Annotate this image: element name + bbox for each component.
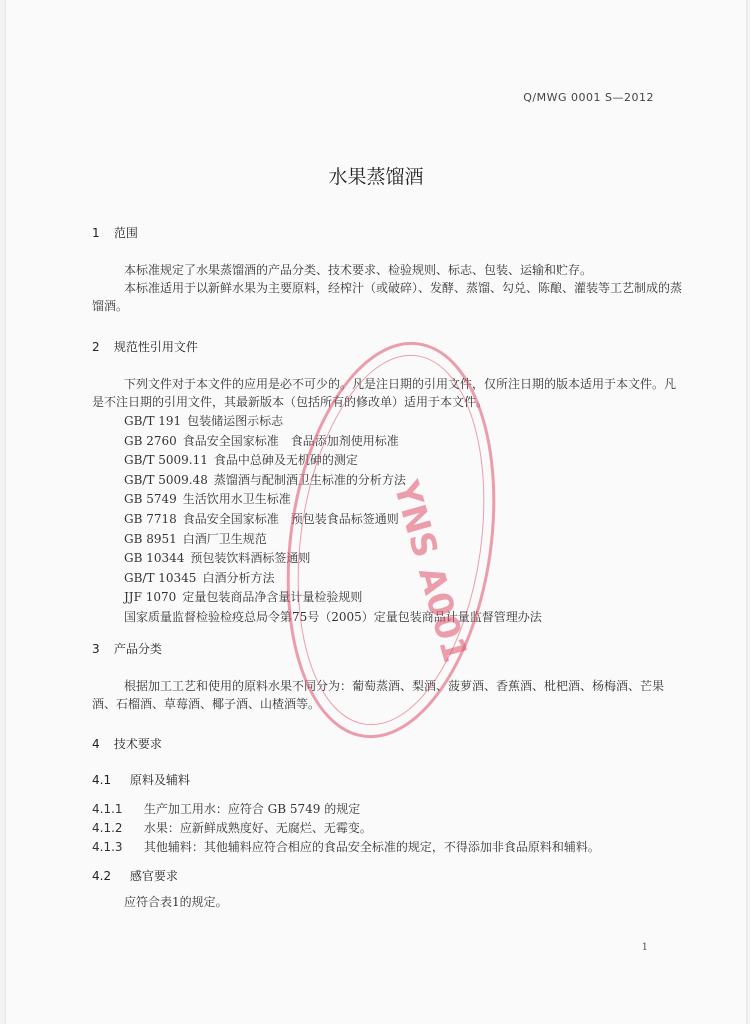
subsection-number: 4.1 — [92, 773, 112, 787]
reference-name: 食品安全国家标准 预包装食品标签通则 — [182, 511, 399, 526]
section-title: 产品分类 — [113, 642, 162, 656]
reference-item — [124, 432, 542, 452]
document-title: 水果蒸馏酒 — [328, 166, 424, 188]
reference-item — [124, 412, 542, 432]
section-number: 3 — [92, 642, 100, 656]
section-title: 技术要求 — [113, 737, 162, 751]
section-title: 规范性引用文件 — [113, 340, 198, 354]
clause-number: 4.1.1 — [92, 802, 123, 816]
reference-code: GB/T 5009.48 — [124, 472, 208, 487]
clause-text: 水果：应新鲜成熟度好、无腐烂、无霉变。 — [143, 821, 372, 835]
section-2-intro — [92, 375, 682, 411]
clause-text: 应符合表1的规定。 — [124, 895, 228, 909]
reference-code: GB 5749 — [124, 492, 177, 507]
reference-name: 国家质量监督检验检疫总局令第75号（2005）定量包装商品计量监督管理办法 — [124, 609, 542, 624]
page-number: 1 — [641, 942, 648, 953]
reference-name: 食品安全国家标准 食品添加剂使用标准 — [182, 433, 399, 448]
clause-item — [92, 838, 600, 855]
reference-code: JJF 1070 — [124, 590, 177, 605]
reference-name: 白酒厂卫生规范 — [182, 531, 267, 546]
reference-code: GB 8951 — [124, 531, 177, 546]
reference-item — [124, 608, 542, 628]
section-1-heading — [92, 224, 138, 241]
reference-item — [124, 451, 542, 471]
section-number: 1 — [92, 226, 100, 240]
reference-name: 包装储运图示标志 — [187, 414, 284, 428]
reference-name: 生活饮用水卫生标准 — [182, 492, 291, 507]
section-number: 4 — [92, 737, 100, 751]
reference-list — [124, 412, 542, 628]
reference-code: GB 2760 — [124, 433, 177, 448]
reference-item — [124, 530, 542, 550]
subsection-4-1-heading — [92, 771, 190, 788]
subsection-title: 原料及辅料 — [129, 773, 190, 787]
clause-text: 其他辅料：其他辅料应符合相应的食品安全标准的规定，不得添加非食品原料和辅料。 — [143, 840, 600, 854]
subsection-title: 感官要求 — [129, 869, 178, 883]
clause-number: 4.1.2 — [92, 821, 123, 835]
clause-item — [92, 819, 372, 836]
section-4-heading — [92, 735, 162, 752]
reference-item — [124, 471, 542, 491]
section-3-body — [92, 677, 682, 713]
clause-number: 4.1.3 — [92, 840, 123, 854]
reference-name: 预包装饮料酒标签通则 — [190, 551, 311, 566]
reference-item — [124, 490, 542, 510]
seal-text: YNS A001 — [385, 476, 476, 667]
document-page — [6, 0, 746, 1024]
clause-text: 生产加工用水：应符合 GB 5749 的规定 — [143, 802, 361, 816]
subsection-number: 4.2 — [92, 869, 112, 883]
reference-item — [124, 510, 542, 530]
reference-item — [124, 569, 542, 589]
clause-text-line — [124, 893, 228, 910]
section-3-heading — [92, 640, 162, 657]
document-code: Q/MWG 0001 S—2012 — [523, 91, 654, 104]
reference-code: GB/T 5009.11 — [124, 453, 208, 468]
reference-item — [124, 588, 542, 608]
reference-name: 食品中总砷及无机砷的测定 — [213, 453, 358, 468]
reference-name: 定量包装商品净含量计量检验规则 — [182, 590, 363, 605]
paragraph: 本标准适用于以新鲜水果为主要原料，经榨汁（或破碎）、发酵、蒸馏、勾兑、陈酿、灌装等工艺制成的蒸馏酒。 — [92, 281, 683, 313]
subsection-4-2-heading — [92, 867, 178, 884]
reference-code: GB 10344 — [124, 551, 185, 566]
paragraph: 本标准规定了水果蒸馏酒的产品分类、技术要求、检验规则、标志、包装、运输和贮存。 — [124, 263, 593, 277]
reference-name: 蒸馏酒与配制酒卫生标准的分析方法 — [213, 472, 406, 487]
clause-item — [92, 800, 360, 817]
paragraph: 根据加工工艺和使用的原料水果不同分为：葡萄蒸酒、梨酒、菠萝酒、香蕉酒、枇杷酒、杨梅酒、芒果酒、石榴酒、草莓酒、椰子酒、山楂酒等。 — [92, 679, 665, 711]
reference-code: GB/T 10345 — [124, 570, 197, 585]
section-title: 范围 — [113, 226, 138, 240]
paragraph: 下列文件对于本文件的应用是必不可少的。凡是注日期的引用文件，仅所注日期的版本适用于本文件。凡是不注日期的引用文件，其最新版本（包括所有的修改单）适用于本文件。 — [92, 377, 677, 409]
section-2-heading — [92, 338, 198, 355]
reference-name: 白酒分析方法 — [202, 570, 275, 585]
reference-item — [124, 549, 542, 569]
reference-code: GB 7718 — [124, 511, 177, 526]
section-1-body — [92, 261, 682, 315]
section-number: 2 — [92, 340, 100, 354]
reference-code: GB/T 191 — [124, 414, 182, 428]
